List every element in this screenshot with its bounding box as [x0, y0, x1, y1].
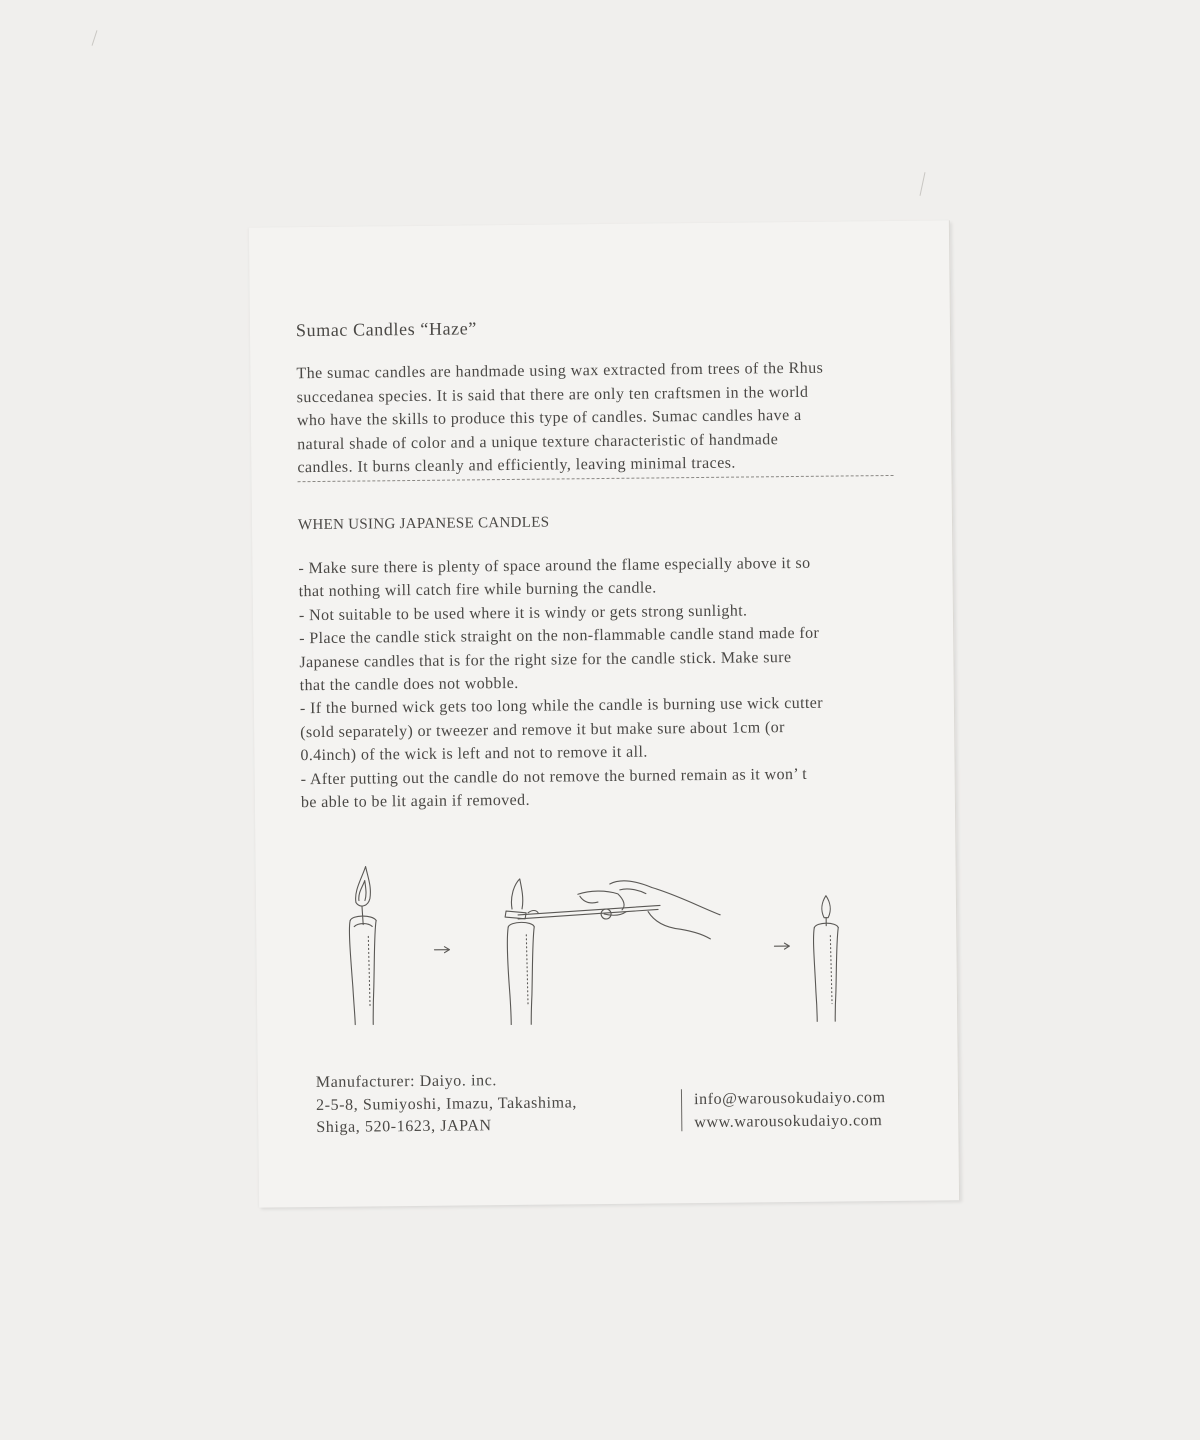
contact-email: info@warousokudaiyo.com [693, 1089, 886, 1109]
instruction-line: that nothing will catch fire while burning the candle. [298, 579, 657, 601]
intro-line: candles. It burns cleanly and efficiently, leaving minimal traces. [297, 454, 736, 477]
vertical-separator [681, 1089, 682, 1131]
instruction-line: 0.4inch) of the wick is left and not to remove it all. [300, 743, 648, 765]
instruction-line: (sold separately) or tweezer and remove it but make sure about 1cm (or [300, 718, 785, 742]
arrow-right-icon [434, 947, 449, 953]
candle-trimming-illustration [327, 851, 849, 1026]
instructions-list [298, 551, 901, 815]
instruction-line: Japanese candles that is for the right size for the candle stick. Make sure [299, 648, 792, 671]
instruction-line: - Make sure there is plenty of space around the flame especially above it so [298, 554, 811, 578]
candle-trimmed-icon [813, 896, 839, 1022]
manufacturer-block [316, 1069, 578, 1139]
instruction-line: - If the burned wick gets too long while the candle is burning use wick cutter [299, 695, 824, 718]
manufacturer-line: Shiga, 520-1623, JAPAN [316, 1117, 492, 1137]
candle-long-wick-icon [349, 866, 377, 1024]
contact-website: www.warousokudaiyo.com [694, 1111, 883, 1131]
instruction-line: - After putting out the candle do not remove the burned remain as it won’ t [300, 765, 808, 788]
contact-block [694, 1087, 886, 1134]
intro-line: The sumac candles are handmade using wax extracted from trees of the Rhus [296, 359, 824, 383]
manufacturer-line: 2-5-8, Sumiyoshi, Imazu, Takashima, [315, 1093, 578, 1114]
intro-paragraph [296, 356, 897, 480]
instruction-line: that the candle does not wobble. [299, 674, 519, 695]
instruction-line: be able to be lit again if removed. [300, 791, 531, 812]
arrow-right-icon [774, 943, 789, 949]
instruction-card [249, 220, 960, 1207]
intro-line: succedanea species. It is said that there are only ten craftsmen in the world [296, 383, 809, 406]
intro-line: who have the skills to produce this type of candles. Sumac candles have a [296, 406, 802, 430]
wick-trimming-icon [505, 877, 722, 1025]
manufacturer-line: Manufacturer: Daiyo. inc. [315, 1072, 498, 1092]
intro-line: natural shade of color and a unique texture characteristic of handmade [297, 430, 779, 453]
instruction-line: - Not suitable to be used where it is windy or gets strong sunlight. [298, 602, 748, 625]
background-scratch-mark [920, 172, 926, 196]
instruction-line: - Place the candle stick straight on the non-flammable candle stand made for [299, 624, 820, 648]
card-title: Sumac Candles “Haze” [295, 318, 477, 341]
section-heading: WHEN USING JAPANESE CANDLES [297, 514, 550, 534]
background-scratch-mark [92, 30, 98, 46]
